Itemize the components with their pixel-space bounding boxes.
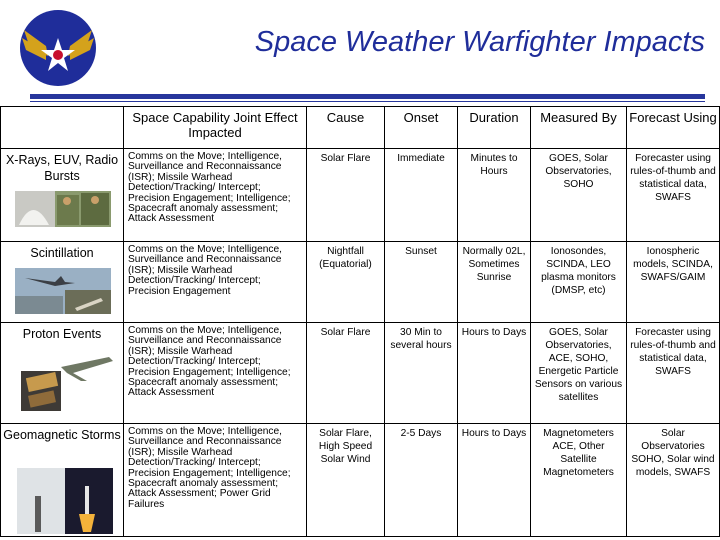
- forecast-cell: Ionospheric models, SCINDA, SWAFS/GAIM: [627, 242, 720, 323]
- logo-center-dot: [53, 50, 63, 60]
- header-impact: [1, 107, 124, 149]
- impact-label: Geomagnetic Storms: [3, 428, 121, 442]
- page-title: Space Weather Warfighter Impacts: [254, 26, 705, 58]
- header-onset: Onset: [385, 107, 458, 149]
- duration-cell: Hours to Days: [458, 424, 531, 537]
- impact-label: X-Rays, EUV, Radio Bursts: [5, 153, 119, 183]
- air-force-star-logo: [18, 8, 98, 88]
- measured-by-cell: GOES, Solar Observatories, ACE, SOHO, Energetic Particle Sensors on various satellites: [531, 323, 627, 424]
- measured-by-cell: GOES, Solar Observatories, SOHO: [531, 149, 627, 242]
- impact-cell: [1, 242, 124, 323]
- measured-by-cell: Magnetometers ACE, Other Satellite Magnetometers: [531, 424, 627, 537]
- header-forecast-using: Forecast Using: [627, 107, 720, 149]
- capability-cell: Comms on the Move; Intelligence, Surveillance and Reconnaissance (ISR); Missile Warhead Detection/Tracking/ Intercept; Precision Engagement: [124, 242, 307, 323]
- satellite-aircraft-photo: [17, 351, 117, 415]
- onset-cell: Immediate: [385, 149, 458, 242]
- forecast-cell: Forecaster using rules-of-thumb and statistical data, SWAFS: [627, 323, 720, 424]
- onset-cell: 30 Min to several hours: [385, 323, 458, 424]
- table-row: [1, 149, 720, 242]
- capability-cell: Comms on the Move; Intelligence, Surveillance and Reconnaissance (ISR); Missile Warhead Detection/Tracking/ Intercept; Precision Engagement; Intelligence; Spacecraft anomaly assessment; Attack Assessment: [124, 149, 307, 242]
- impact-cell: [1, 149, 124, 242]
- cause-cell: Solar Flare: [307, 149, 385, 242]
- forecast-cell: Solar Observatories SOHO, Solar wind models, SWAFS: [627, 424, 720, 537]
- header-duration: Duration: [458, 107, 531, 149]
- duration-cell: Hours to Days: [458, 323, 531, 424]
- capability-cell: Comms on the Move; Intelligence, Surveillance and Reconnaissance (ISR); Missile Warhead Detection/Tracking/ Intercept; Precision Engagement; Intelligence; Spacecraft anomaly assessment; Attack Assessment: [124, 323, 307, 424]
- radar-soldiers-photo: [15, 191, 111, 227]
- table-row: [1, 242, 720, 323]
- impact-cell: [1, 424, 124, 537]
- capability-cell: Comms on the Move; Intelligence, Surveillance and Reconnaissance (ISR); Missile Warhead Detection/Tracking/ Intercept; Precision Engagement; Intelligence; Spacecraft anomaly assessment; Attack Assessment; Power Grid Failures: [124, 424, 307, 537]
- cause-cell: Solar Flare, High Speed Solar Wind: [307, 424, 385, 537]
- title-rule-thin: [30, 101, 705, 102]
- impact-label: Scintillation: [30, 246, 94, 260]
- duration-cell: Minutes to Hours: [458, 149, 531, 242]
- header-cause: Cause: [307, 107, 385, 149]
- rocket-launch-photo: [17, 468, 113, 534]
- table-row: [1, 424, 720, 537]
- forecast-cell: Forecaster using rules-of-thumb and statistical data, SWAFS: [627, 149, 720, 242]
- duration-cell: Normally 02L, Sometimes Sunrise: [458, 242, 531, 323]
- title-rule-thick: [30, 94, 705, 99]
- impact-cell: [1, 323, 124, 424]
- measured-by-cell: Ionosondes, SCINDA, LEO plasma monitors (DMSP, etc): [531, 242, 627, 323]
- table-header-row: [1, 107, 720, 149]
- header-measured-by: Measured By: [531, 107, 627, 149]
- cause-cell: Solar Flare: [307, 323, 385, 424]
- aircraft-missile-photo: [15, 268, 111, 314]
- onset-cell: 2-5 Days: [385, 424, 458, 537]
- onset-cell: Sunset: [385, 242, 458, 323]
- header-capability: Space Capability Joint Effect Impacted: [124, 107, 307, 149]
- cause-cell: Nightfall (Equatorial): [307, 242, 385, 323]
- impacts-table: [0, 106, 720, 537]
- table-row: [1, 323, 720, 424]
- impact-label: Proton Events: [22, 327, 102, 341]
